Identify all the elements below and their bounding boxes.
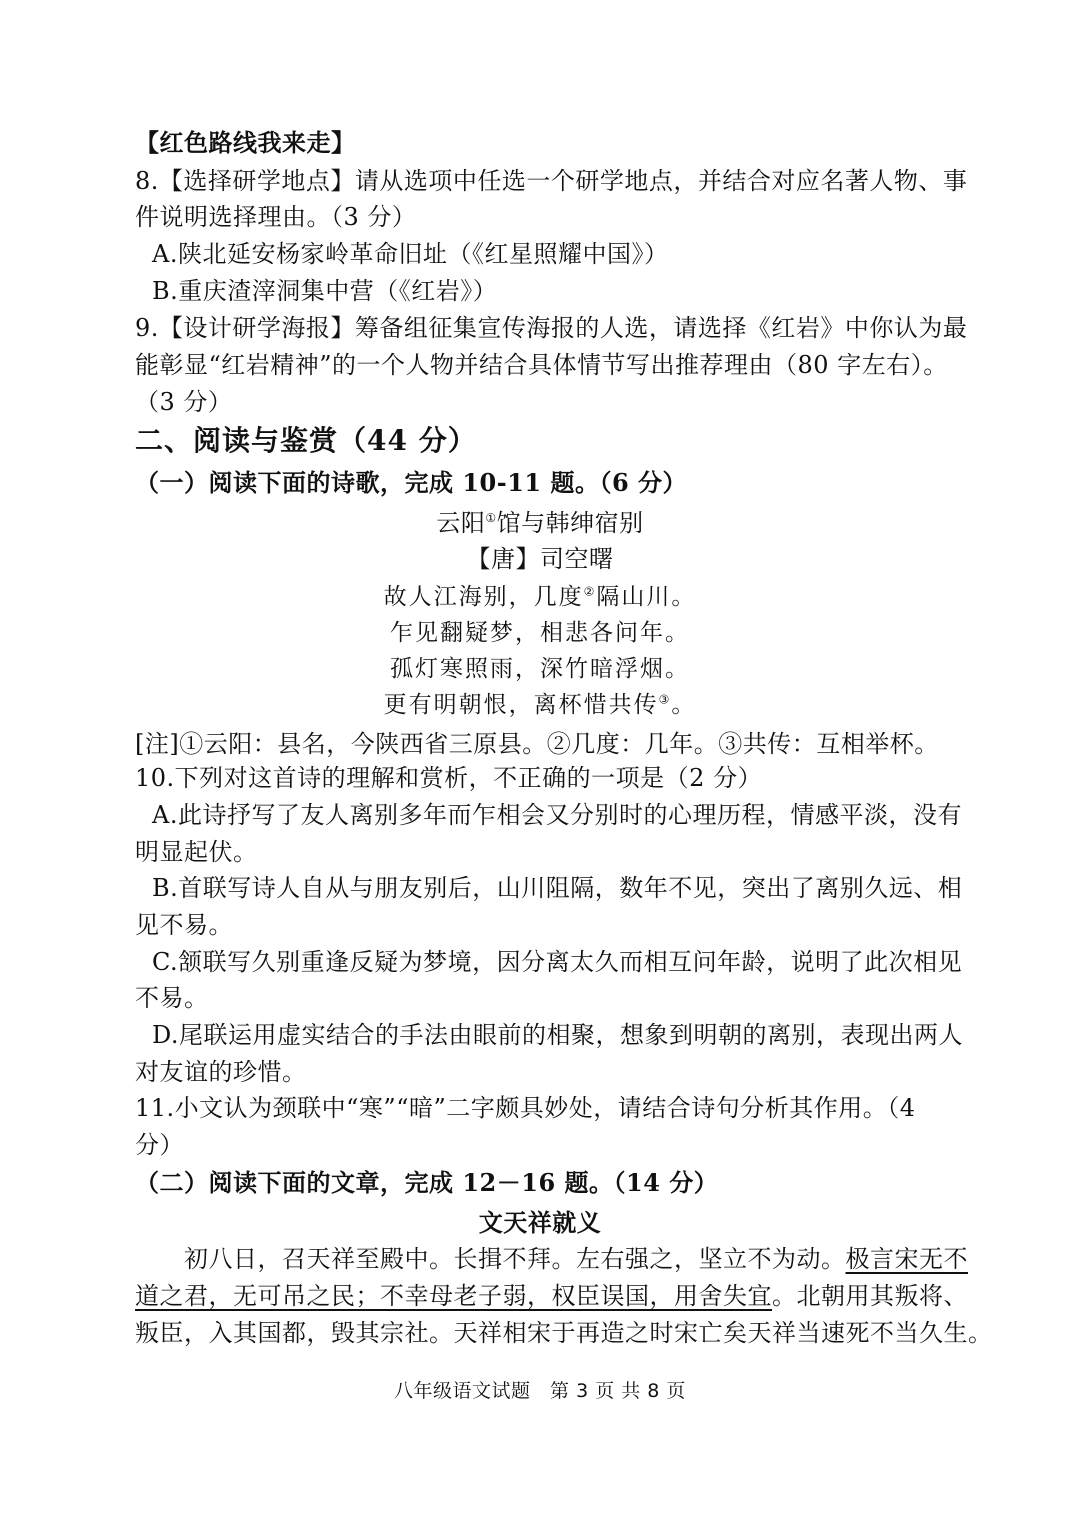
q9-line1: 9.【设计研学海报】筹备组征集宣传海报的人选，请选择《红岩》中你认为最 [135,314,968,342]
q8-line2: 件说明选择理由。（3 分） [135,203,417,231]
q9-line2: 能彰显“红岩精神”的一个人物并结合具体情节写出推荐理由（80 字左右）。 [135,351,948,379]
q10-c-line1: C.颔联写久别重逢反疑为梦境，因分离太久而相互问年龄，说明了此次相见 [152,948,963,976]
section-red-route: 【红色路线我来走】 [135,128,356,157]
q11-line2: 分） [135,1131,184,1159]
poem-section-heading: （一）阅读下面的诗歌，完成 10-11 题。（6 分） [135,468,688,497]
q10-stem: 10.下列对这首诗的理解和赏析，不正确的一项是（2 分） [135,764,763,792]
poem-title: 云阳①馆与韩绅宿别 [436,509,644,537]
poem-line-3: 孤灯寒照雨，深竹暗浮烟。 [390,656,690,682]
poem-line-1: 故人江海别，几度②隔山川。 [383,584,697,610]
prose-line-1: 初八日，召天祥至殿中。长揖不拜。左右强之，坚立不为动。极言宋无不 [184,1245,968,1273]
q10-a-line2: 明显起伏。 [135,838,258,866]
q10-b-line2: 见不易。 [135,911,233,939]
prose-section-heading: （二）阅读下面的文章，完成 12－16 题。（14 分） [135,1168,719,1197]
q10-b-line1: B.首联写诗人自从与朋友别后，山川阻隔，数年不见，突出了离别久远、相 [152,874,963,902]
prose-title: 文天祥就义 [478,1208,602,1237]
q10-c-line2: 不易。 [135,984,209,1012]
poem-author: 【唐】司空曙 [466,545,614,573]
poem-line-2: 乍见翻疑梦，相悲各问年。 [390,620,690,646]
underlined-sentence-part1: 极言宋无不 [845,1245,968,1273]
q10-d-line2: 对友谊的珍惜。 [135,1058,307,1086]
q10-a-line1: A.此诗抒写了友人离别多年而乍相会又分别时的心理历程，情感平淡，没有 [152,801,962,829]
q9-line3: （3 分） [135,388,233,416]
page-footer: 八年级语文试题 第 3 页 共 8 页 [394,1380,686,1402]
q8-option-b: B.重庆渣滓洞集中营（《红岩》） [152,277,498,305]
poem-line-4: 更有明朝恨，离杯惜共传③。 [383,692,697,718]
underlined-sentence-part2: 道之君，无可吊之民；不幸母老子弱，权臣误国，用舍失宜 [135,1282,772,1310]
prose-line-2: 道之君，无可吊之民；不幸母老子弱，权臣误国，用舍失宜。北朝用其叛将、 [135,1282,968,1310]
poem-note: [注]①云阳：县名，今陕西省三原县。②几度：几年。③共传：互相举杯。 [135,730,939,758]
q8-line1: 8.【选择研学地点】请从选项中任选一个研学地点，并结合对应名著人物、事 [135,167,968,195]
q10-d-line1: D.尾联运用虚实结合的手法由眼前的相聚，想象到明朝的离别，表现出两人 [152,1021,964,1049]
q8-option-a: A.陕北延安杨家岭革命旧址（《红星照耀中国》） [152,240,669,268]
prose-line-3: 叛臣，入其国都，毁其宗社。天祥相宋于再造之时宋亡矣天祥当速死不当久生。 [135,1319,993,1347]
q11-line1: 11.小文认为颈联中“寒”“暗”二字颇具妙处，请结合诗句分析其作用。（4 [135,1094,916,1122]
part2-heading: 二、阅读与鉴赏（44 分） [135,424,477,457]
